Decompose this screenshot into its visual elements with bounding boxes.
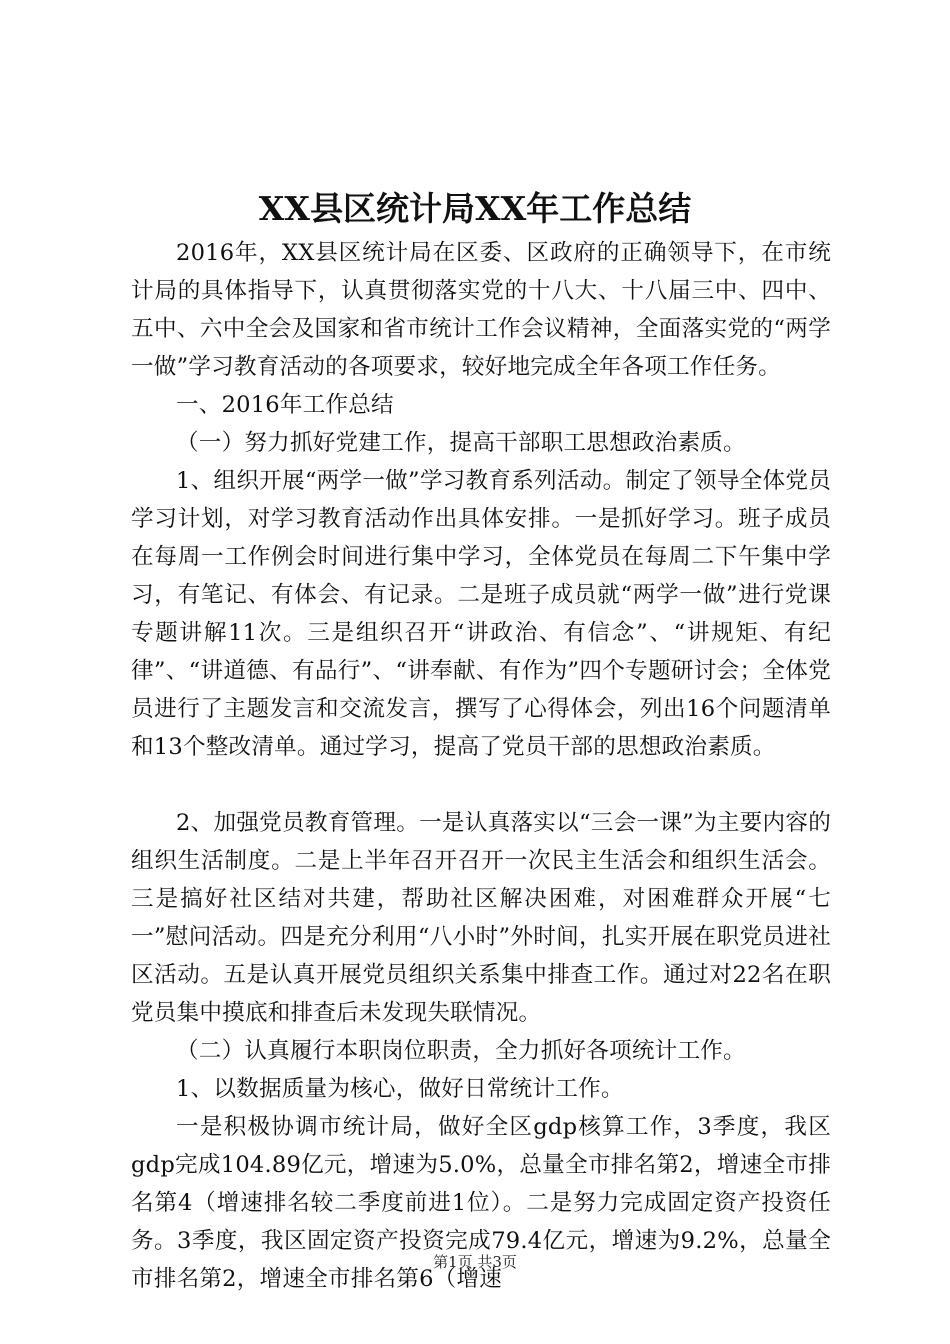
intro-paragraph: 2016年，XX县区统计局在区委、区政府的正确领导下，在市统计局的具体指导下，认真贯彻落实党的十八大、十八届三中、四中、五中、六中全会及国家和省市统计工作会议精神，全面落实党的“两学一做”学习教育活动的各项要求，较好地完成全年各项工作任务。: [131, 240, 831, 380]
body-paragraph-1: 1、组织开展“两学一做”学习教育系列活动。制定了领导全体党员学习计划，对学习教育活动作出具体安排。一是抓好学习。班子成员在每周一工作例会时间进行集中学习，全体党员在每周二下午集中学习，有笔记、有体会、有记录。二是班子成员就“两学一做”进行党课专题讲解11次。三是组织召开“讲政治、有信念”、“讲规矩、有纪律”、“讲道德、有品行”、“讲奉献、有作为”四个专题研讨会；全体党员进行了主题发言和交流发言，撰写了心得体会，列出16个问题清单和13个整改清单。通过学习，提高了党员干部的思想政治素质。: [131, 468, 831, 760]
section-heading-1: 一、2016年工作总结: [176, 392, 394, 418]
subsection-heading-2: （二）认真履行本职岗位职责，全力抓好各项统计工作。: [176, 1038, 746, 1064]
page-number-footer: 第1页 共3页: [433, 1253, 517, 1271]
subsection-heading-1: （一）努力抓好党建工作，提高干部职工思想政治素质。: [176, 430, 746, 456]
body-paragraph-3: 一是积极协调市统计局，做好全区gdp核算工作，3季度，我区gdp完成104.89亿元，增速为5.0%，总量全市排名第2，增速全市排名第4（增速排名较二季度前进1位）。二是努力完成固定资产投资任务。3季度，我区固定资产投资完成79.4亿元，增速为9.2%，总量全市排名第2，增速全市排名第6（增速: [131, 1114, 831, 1292]
body-paragraph-2: 2、加强党员教育管理。一是认真落实以“三会一课”为主要内容的组织生活制度。二是上半年召开召开一次民主生活会和组织生活会。三是搞好社区结对共建，帮助社区解决困难，对困难群众开展“七一”慰问活动。四是充分利用“八小时”外时间，扎实开展在职党员进社区活动。五是认真开展党员组织关系集中排查工作。通过对22名在职党员集中摸底和排查后未发现失联情况。: [131, 810, 831, 1026]
item-heading: 1、以数据质量为核心，做好日常统计工作。: [176, 1076, 624, 1102]
document-body: [131, 234, 831, 1298]
document-title: XX县区统计局XX年工作总结: [258, 189, 692, 228]
